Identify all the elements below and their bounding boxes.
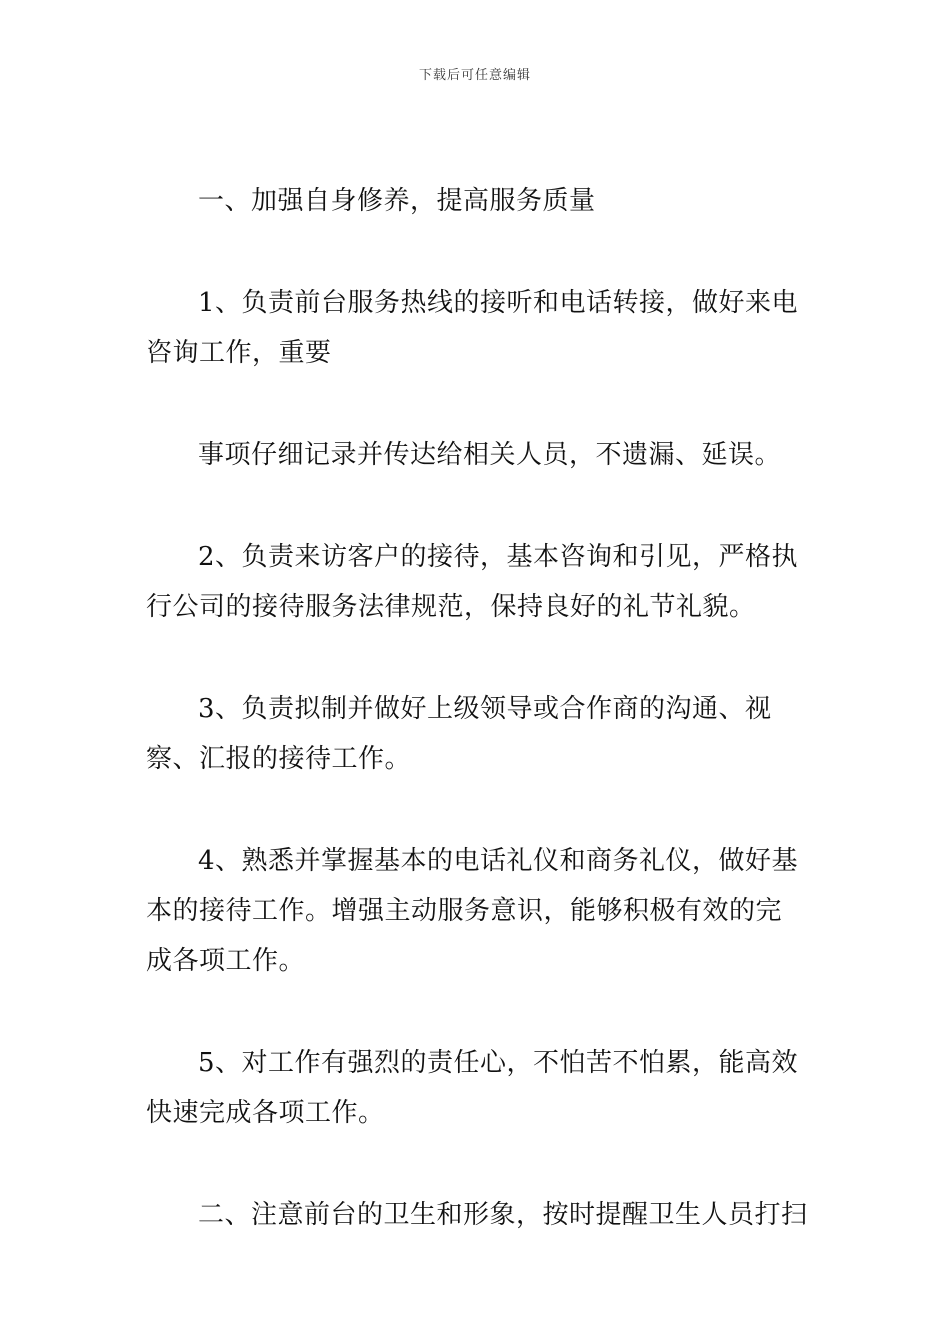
paragraph-item-1-continued: 事项仔细记录并传达给相关人员，不遗漏、延误。 bbox=[198, 440, 782, 470]
paragraph-item-3: 3、负责拟制并做好上级领导或合作商的沟通、视察、汇报的接待工作。 bbox=[146, 694, 772, 774]
paragraph-item-2: 2、负责来访客户的接待，基本咨询和引见，严格执行公司的接待服务法律规范，保持良好的礼节礼貌。 bbox=[146, 542, 799, 622]
section-heading-1: 一、加强自身修养，提高服务质量 bbox=[198, 186, 596, 216]
section-heading-2: 二、注意前台的卫生和形象，按时提醒卫生人员打扫 bbox=[198, 1200, 808, 1230]
paragraph-item-4: 4、熟悉并掌握基本的电话礼仪和商务礼仪，做好基本的接待工作。增强主动服务意识，能够积极有效的完成各项工作。 bbox=[146, 846, 799, 976]
document-body bbox=[146, 176, 808, 1292]
paragraph-item-5: 5、对工作有强烈的责任心，不怕苦不怕累，能高效快速完成各项工作。 bbox=[146, 1048, 799, 1128]
paragraph-item-1: 1、负责前台服务热线的接听和电话转接，做好来电咨询工作，重要 bbox=[146, 288, 799, 368]
page-header: 下载后可任意编辑 bbox=[418, 68, 531, 83]
